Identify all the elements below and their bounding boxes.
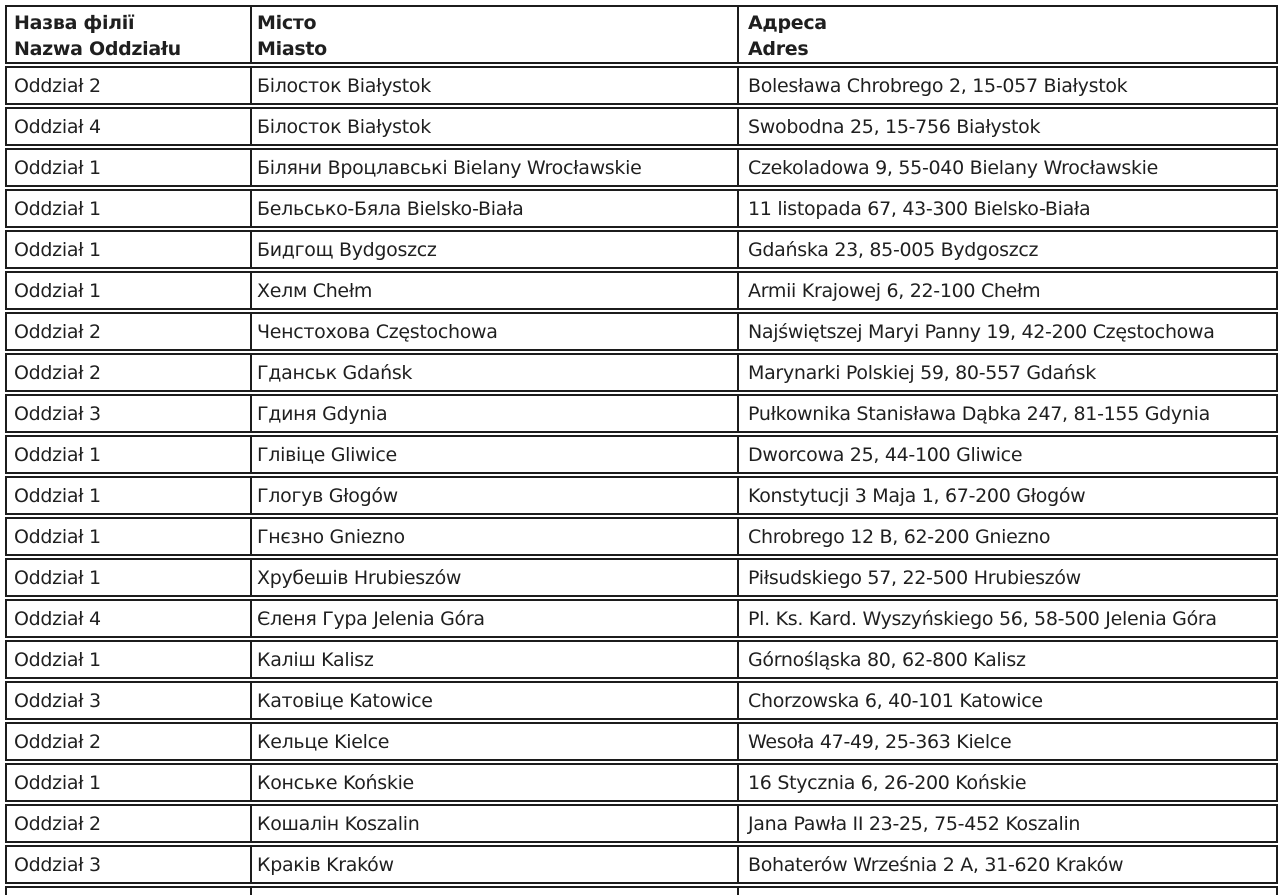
city-cell: Хелм Chełm <box>250 273 737 308</box>
city-cell: Катовіце Katowice <box>250 683 737 718</box>
table-row <box>5 640 1278 679</box>
table-row <box>5 599 1278 638</box>
branch-cell: Oddział 1 <box>14 443 101 466</box>
address-cell: Chorzowska 6, 40-101 Katowice <box>737 683 1276 718</box>
table-row <box>5 517 1278 556</box>
city-cell: Кельце Kielce <box>250 724 737 759</box>
table-row <box>5 394 1278 433</box>
city-cell: Бидгощ Bydgoszcz <box>250 232 737 267</box>
table-row <box>5 353 1278 392</box>
branch-cell: Oddział 3 <box>14 853 101 876</box>
branch-cell: Oddział 1 <box>14 156 101 179</box>
branch-cell: Oddział 2 <box>14 730 101 753</box>
table-row <box>5 804 1278 843</box>
table-row <box>5 148 1278 187</box>
city-cell: Біляни Вроцлавські Bielany Wrocławskie <box>250 150 737 185</box>
city-cell: Білосток Białystok <box>250 68 737 103</box>
header-address-pl: Adres <box>748 38 809 60</box>
branch-cell: Oddział 2 <box>14 361 101 384</box>
city-cell: Білосток Białystok <box>250 109 737 144</box>
address-cell <box>737 888 1276 895</box>
address-cell: Czekoladowa 9, 55-040 Bielany Wrocławskie <box>737 150 1276 185</box>
address-cell: Swobodna 25, 15-756 Białystok <box>737 109 1276 144</box>
header-address-ua: Адреса <box>748 12 827 34</box>
city-cell: Краків Kraków <box>250 847 737 882</box>
address-cell: Marynarki Polskiej 59, 80-557 Gdańsk <box>737 355 1276 390</box>
city-cell: Хрубешів Hrubieszów <box>250 560 737 595</box>
address-cell: Gdańska 23, 85-005 Bydgoszcz <box>737 232 1276 267</box>
address-cell: 11 listopada 67, 43-300 Bielsko-Biała <box>737 191 1276 226</box>
address-cell: Bolesława Chrobrego 2, 15-057 Białystok <box>737 68 1276 103</box>
address-cell: Piłsudskiego 57, 22-500 Hrubieszów <box>737 560 1276 595</box>
table-header-row <box>5 5 1278 64</box>
table-row <box>5 681 1278 720</box>
header-city-pl: Miasto <box>257 38 327 60</box>
city-cell <box>250 888 737 895</box>
branch-cell: Oddział 1 <box>14 771 101 794</box>
table-row <box>5 271 1278 310</box>
branch-cell: Oddział 2 <box>14 320 101 343</box>
branch-cell <box>7 888 250 895</box>
address-cell: Pl. Ks. Kard. Wyszyńskiego 56, 58-500 Jelenia Góra <box>737 601 1276 636</box>
address-cell: Wesoła 47-49, 25-363 Kielce <box>737 724 1276 759</box>
city-cell: Каліш Kalisz <box>250 642 737 677</box>
city-cell: Гнєзно Gniezno <box>250 519 737 554</box>
branch-cell: Oddział 2 <box>14 74 101 97</box>
table-row <box>5 845 1278 884</box>
branch-cell: Oddział 1 <box>14 279 101 302</box>
table-row <box>5 558 1278 597</box>
address-cell: Bohaterów Września 2 A, 31-620 Kraków <box>737 847 1276 882</box>
address-cell: Dworcowa 25, 44-100 Gliwice <box>737 437 1276 472</box>
branch-cell: Oddział 1 <box>14 648 101 671</box>
city-cell: Глівіце Gliwice <box>250 437 737 472</box>
header-city-ua: Місто <box>257 12 317 34</box>
city-cell: Конське Końskie <box>250 765 737 800</box>
address-cell: Najświętszej Maryi Panny 19, 42-200 Częstochowa <box>737 314 1276 349</box>
branch-cell: Oddział 4 <box>14 115 101 138</box>
branch-cell: Oddział 1 <box>14 238 101 261</box>
address-cell: Pułkownika Stanisława Dąbka 247, 81-155 Gdynia <box>737 396 1276 431</box>
branch-cell: Oddział 1 <box>14 197 101 220</box>
table-row <box>5 189 1278 228</box>
city-cell: Гдиня Gdynia <box>250 396 737 431</box>
branch-cell: Oddział 1 <box>14 525 101 548</box>
header-address <box>737 7 1276 62</box>
partial-row <box>5 886 1278 895</box>
address-cell: Chrobrego 12 B, 62-200 Gniezno <box>737 519 1276 554</box>
city-cell: Глогув Głogów <box>250 478 737 513</box>
city-cell: Ченстохова Częstochowa <box>250 314 737 349</box>
table-row <box>5 230 1278 269</box>
city-cell: Кошалін Koszalin <box>250 806 737 841</box>
address-cell: Górnośląska 80, 62-800 Kalisz <box>737 642 1276 677</box>
table-row <box>5 107 1278 146</box>
city-cell: Єленя Гура Jelenia Góra <box>250 601 737 636</box>
table-row <box>5 763 1278 802</box>
address-cell: Konstytucji 3 Maja 1, 67-200 Głogów <box>737 478 1276 513</box>
table-row <box>5 312 1278 351</box>
branch-cell: Oddział 1 <box>14 484 101 507</box>
address-cell: Armii Krajowej 6, 22-100 Chełm <box>737 273 1276 308</box>
address-cell: Jana Pawła II 23-25, 75-452 Koszalin <box>737 806 1276 841</box>
branch-cell: Oddział 3 <box>14 402 101 425</box>
table-body <box>5 66 1278 884</box>
branch-cell: Oddział 2 <box>14 812 101 835</box>
address-cell: 16 Stycznia 6, 26-200 Końskie <box>737 765 1276 800</box>
city-cell: Гданськ Gdańsk <box>250 355 737 390</box>
header-city <box>250 7 737 62</box>
header-branch-pl: Nazwa Oddziału <box>14 38 181 60</box>
header-branch-ua: Назва філії <box>14 12 135 34</box>
table-row <box>5 66 1278 105</box>
branch-address-table <box>5 5 1278 895</box>
header-branch-name <box>7 7 250 62</box>
branch-cell: Oddział 3 <box>14 689 101 712</box>
city-cell: Бельсько-Бяла Bielsko-Biała <box>250 191 737 226</box>
table-row <box>5 722 1278 761</box>
table-row <box>5 435 1278 474</box>
table-row <box>5 476 1278 515</box>
branch-cell: Oddział 1 <box>14 566 101 589</box>
branch-cell: Oddział 4 <box>14 607 101 630</box>
